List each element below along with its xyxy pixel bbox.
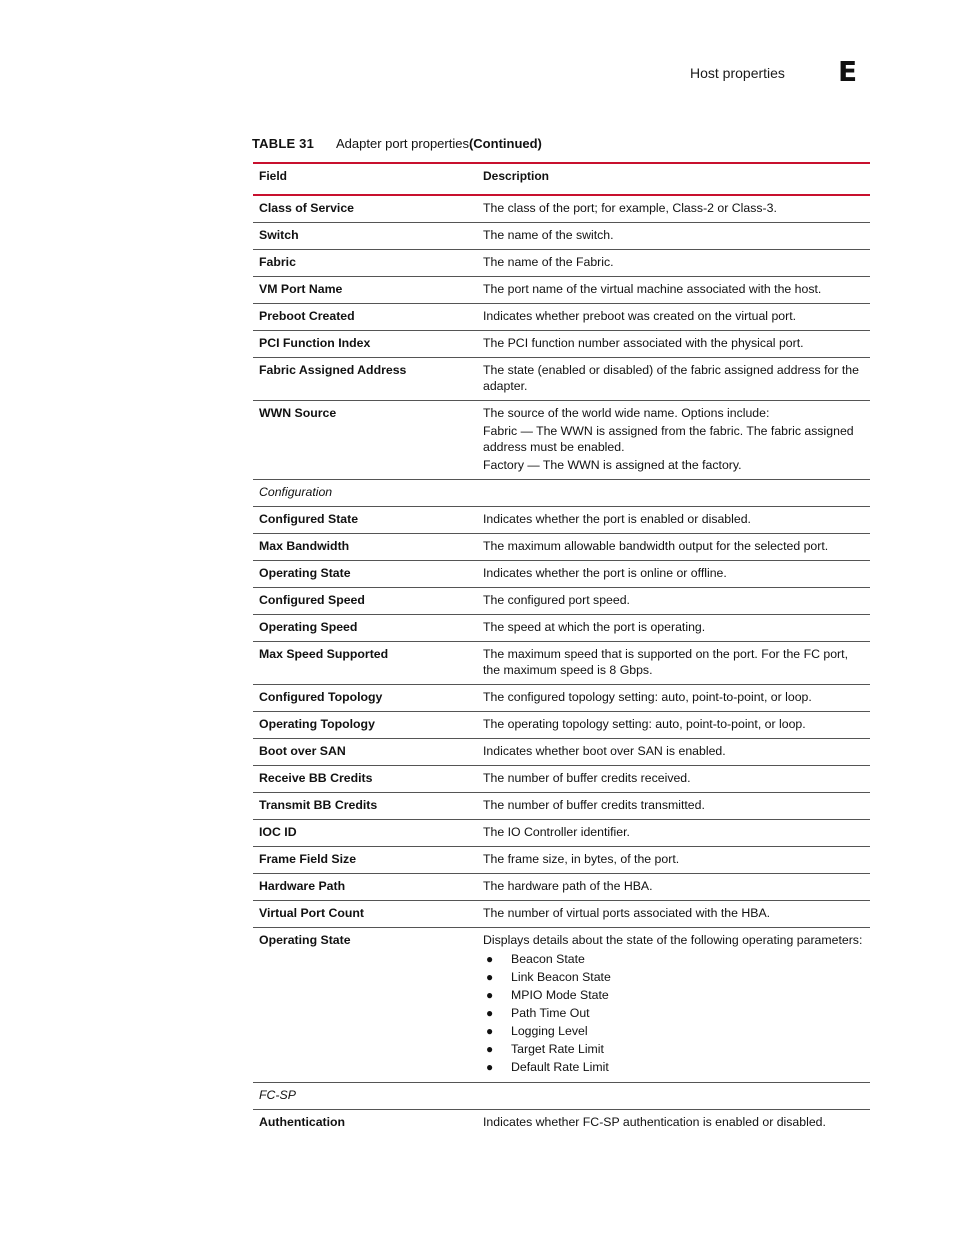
table-head: [253, 163, 870, 195]
description-text: The frame size, in bytes, of the port.: [483, 852, 680, 866]
field-cell: Authentication: [259, 1115, 346, 1129]
table-row: [253, 401, 870, 480]
field-cell: Class of Service: [259, 201, 355, 215]
description-text: Indicates whether boot over SAN is enabled.: [483, 744, 726, 758]
field-cell: Boot over SAN: [259, 744, 346, 758]
field-cell: Transmit BB Credits: [259, 798, 378, 812]
list-item: [483, 968, 864, 986]
description-text: The IO Controller identifier.: [483, 825, 630, 839]
description-text: Indicates whether the port is online or offline.: [483, 566, 727, 580]
list-item-text: Default Rate Limit: [511, 1060, 609, 1074]
field-cell: Receive BB Credits: [259, 771, 373, 785]
table-row: [253, 615, 870, 642]
list-item-text: MPIO Mode State: [511, 988, 609, 1002]
description-text: The number of buffer credits transmitted.: [483, 798, 705, 812]
table-row: [253, 277, 870, 304]
description-cell: [477, 874, 870, 901]
description-cell: [477, 901, 870, 928]
description-text: Factory — The WWN is assigned at the factory.: [483, 458, 742, 472]
description-cell: [477, 642, 870, 685]
description-text: Displays details about the state of the following operating parameters:: [483, 933, 863, 947]
section-empty-cell: [477, 480, 870, 507]
table-row: [253, 507, 870, 534]
table-row: [253, 358, 870, 401]
field-cell: Switch: [259, 228, 299, 242]
list-item: [483, 1004, 864, 1022]
table-caption: [252, 136, 542, 151]
description-text: The class of the port; for example, Class-2 or Class-3.: [483, 201, 777, 215]
field-cell: Operating State: [259, 933, 351, 947]
description-cell: [477, 250, 870, 277]
field-cell: Fabric Assigned Address: [259, 363, 407, 377]
description-cell: [477, 401, 870, 480]
table-row: [253, 685, 870, 712]
table-row: [253, 1110, 870, 1137]
description-cell: [477, 793, 870, 820]
field-cell: Operating Topology: [259, 717, 375, 731]
table-row: [253, 901, 870, 928]
description-text: The PCI function number associated with the physical port.: [483, 336, 804, 350]
table-row: [253, 874, 870, 901]
table-row: [253, 739, 870, 766]
bullet-icon: ●: [486, 1006, 494, 1020]
table-body: [253, 195, 870, 1136]
appendix-letter: E: [838, 55, 858, 88]
section-empty-cell: [477, 1083, 870, 1110]
description-cell: [477, 561, 870, 588]
description-cell: [477, 195, 870, 223]
description-text: The name of the Fabric.: [483, 255, 614, 269]
list-item-text: Link Beacon State: [511, 970, 611, 984]
field-cell: Operating Speed: [259, 620, 358, 634]
description-cell: [477, 304, 870, 331]
description-text: The name of the switch.: [483, 228, 614, 242]
table-row: [253, 331, 870, 358]
field-cell: Virtual Port Count: [259, 906, 364, 920]
description-text: The number of buffer credits received.: [483, 771, 691, 785]
description-text: The hardware path of the HBA.: [483, 879, 653, 893]
description-cell: [477, 712, 870, 739]
description-cell: [477, 277, 870, 304]
description-text: The state (enabled or disabled) of the fabric assigned address for the adapter.: [483, 363, 859, 393]
table-header-row: [253, 163, 870, 195]
field-cell: Preboot Created: [259, 309, 355, 323]
table-section-row: [253, 480, 870, 507]
table-row: [253, 766, 870, 793]
field-cell: Max Speed Supported: [259, 647, 389, 661]
table-row: [253, 928, 870, 1083]
description-text: The operating topology setting: auto, point-to-point, or loop.: [483, 717, 806, 731]
table-row: [253, 223, 870, 250]
section-label: Configuration: [259, 485, 333, 499]
description-text: The maximum speed that is supported on the port. For the FC port, the maximum speed is 8 Gbps.: [483, 647, 848, 677]
table-row: [253, 642, 870, 685]
bullet-icon: ●: [486, 970, 494, 984]
list-item: [483, 1058, 864, 1076]
description-cell: [477, 534, 870, 561]
bullet-icon: ●: [486, 1060, 494, 1074]
table-name-wrap: [336, 136, 542, 151]
description-cell: [477, 507, 870, 534]
table-row: [253, 195, 870, 223]
field-cell: WWN Source: [259, 406, 337, 420]
field-cell: Operating State: [259, 566, 351, 580]
field-cell: PCI Function Index: [259, 336, 371, 350]
list-item-text: Beacon State: [511, 952, 585, 966]
table-row: [253, 534, 870, 561]
table-row: [253, 250, 870, 277]
description-text: The source of the world wide name. Options include:: [483, 406, 770, 420]
table-row: [253, 793, 870, 820]
description-text: Indicates whether the port is enabled or disabled.: [483, 512, 751, 526]
description-cell: [477, 615, 870, 642]
column-header-field: Field: [259, 169, 288, 183]
description-cell: [477, 223, 870, 250]
description-text: The configured topology setting: auto, point-to-point, or loop.: [483, 690, 812, 704]
bullet-icon: ●: [486, 952, 494, 966]
description-text: The number of virtual ports associated with the HBA.: [483, 906, 771, 920]
description-text: Indicates whether FC-SP authentication is enabled or disabled.: [483, 1115, 826, 1129]
table-name: Adapter port properties: [336, 136, 469, 151]
field-cell: Configured State: [259, 512, 359, 526]
description-cell: [477, 1110, 870, 1137]
description-text: Fabric — The WWN is assigned from the fabric. The fabric assigned address must be enabled.: [483, 424, 854, 454]
table-row: [253, 561, 870, 588]
description-cell: [477, 588, 870, 615]
list-item: [483, 986, 864, 1004]
description-cell: [477, 766, 870, 793]
description-cell: [477, 820, 870, 847]
bullet-icon: ●: [486, 988, 494, 1002]
field-cell: Hardware Path: [259, 879, 346, 893]
table-row: [253, 588, 870, 615]
description-text: The speed at which the port is operating.: [483, 620, 706, 634]
description-cell: [477, 331, 870, 358]
list-item-text: Logging Level: [511, 1024, 588, 1038]
field-cell: Configured Topology: [259, 690, 383, 704]
field-cell: Frame Field Size: [259, 852, 357, 866]
table-row: [253, 304, 870, 331]
description-cell: [477, 685, 870, 712]
description-cell: [477, 739, 870, 766]
bullet-icon: ●: [486, 1042, 494, 1056]
field-cell: VM Port Name: [259, 282, 343, 296]
adapter-port-properties-table: [253, 162, 870, 1136]
description-text: The port name of the virtual machine associated with the host.: [483, 282, 822, 296]
table-row: [253, 820, 870, 847]
bullet-icon: ●: [486, 1024, 494, 1038]
table-number: TABLE 31: [252, 136, 315, 151]
parameter-list: [483, 950, 864, 1076]
section-label: FC-SP: [259, 1088, 296, 1102]
description-cell: [477, 928, 870, 1083]
description-text: The maximum allowable bandwidth output for the selected port.: [483, 539, 829, 553]
table-row: [253, 847, 870, 874]
list-item: [483, 950, 864, 968]
description-text: The configured port speed.: [483, 593, 630, 607]
description-cell: [477, 358, 870, 401]
list-item-text: Target Rate Limit: [511, 1042, 604, 1056]
field-cell: Max Bandwidth: [259, 539, 350, 553]
list-item: [483, 1040, 864, 1058]
header-section-title: Host properties: [690, 65, 785, 81]
description-cell: [477, 847, 870, 874]
list-item-text: Path Time Out: [511, 1006, 590, 1020]
field-cell: Fabric: [259, 255, 296, 269]
table-section-row: [253, 1083, 870, 1110]
field-cell: Configured Speed: [259, 593, 365, 607]
table-row: [253, 712, 870, 739]
column-header-description: Description: [483, 169, 550, 183]
list-item: [483, 1022, 864, 1040]
description-text: Indicates whether preboot was created on the virtual port.: [483, 309, 797, 323]
field-cell: IOC ID: [259, 825, 297, 839]
table-continued: (Continued): [468, 136, 542, 151]
